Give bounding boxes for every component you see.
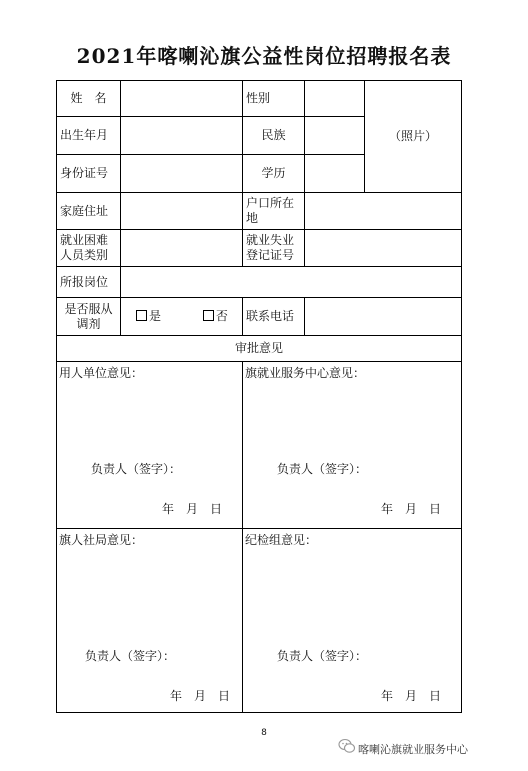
employment-center-signature-label: 负责人（签字）： [277,462,368,476]
watermark-text: 喀喇沁旗就业服务中心 [358,743,468,756]
option-no[interactable]: 否 [203,309,228,323]
unemployment-reg-input[interactable] [305,230,462,267]
checkbox-no[interactable] [203,310,214,321]
discipline-signature-label: 负责人（签字）： [277,649,368,663]
ethnicity-input[interactable] [305,117,365,155]
photo-box[interactable]: （照片） [365,81,462,193]
position-input[interactable] [121,267,462,298]
employment-center-opinion-box[interactable] [243,362,462,529]
hardship-category-input[interactable] [121,230,243,267]
label-obey-assignment: 是否服从调剂 [57,298,121,336]
page-number: 8 [261,728,267,738]
label-position: 所报岗位 [57,267,121,298]
label-home-address: 家庭住址 [57,193,121,230]
phone-input[interactable] [305,298,462,336]
option-yes[interactable]: 是 [136,309,161,323]
name-input[interactable] [121,81,243,117]
hukou-input[interactable] [305,193,462,230]
gender-input[interactable] [305,81,365,117]
label-birth: 出生年月 [57,117,121,155]
label-education: 学历 [243,155,305,193]
discipline-opinion-box[interactable] [243,529,462,713]
checkbox-yes[interactable] [136,310,147,321]
registration-form-table [56,80,462,713]
employer-date: 年 月 日 [161,502,222,516]
discipline-date: 年 月 日 [380,689,441,703]
label-hukou: 户口所在地 [243,193,305,230]
id-number-input[interactable] [121,155,243,193]
approval-header: 审批意见 [57,336,462,362]
obey-options [121,298,243,336]
label-ethnicity: 民族 [243,117,305,155]
education-input[interactable] [305,155,365,193]
form-title: 2021年喀喇沁旗公益性岗位招聘报名表 [76,44,452,68]
label-name: 姓 名 [57,81,121,117]
label-id-number: 身份证号 [57,155,121,193]
employment-center-date: 年 月 日 [380,502,441,516]
employment-center-opinion-label: 旗就业服务中心意见： [245,366,366,380]
label-phone: 联系电话 [243,298,305,336]
wechat-icon [338,737,356,755]
birth-input[interactable] [121,117,243,155]
employer-opinion-label: 用人单位意见： [59,366,144,380]
label-hardship-category: 就业困难人员类别 [57,230,121,267]
home-address-input[interactable] [121,193,243,230]
employer-signature-label: 负责人（签字）： [91,462,182,476]
discipline-opinion-label: 纪检组意见： [245,533,318,547]
hr-bureau-signature-label: 负责人（签字）： [85,649,176,663]
hr-bureau-date: 年 月 日 [169,689,230,703]
hr-bureau-opinion-box[interactable] [57,529,243,713]
hr-bureau-opinion-label: 旗人社局意见： [59,533,144,547]
label-gender: 性别 [243,81,305,117]
employer-opinion-box[interactable] [57,362,243,529]
label-unemployment-reg: 就业失业登记证号 [243,230,305,267]
